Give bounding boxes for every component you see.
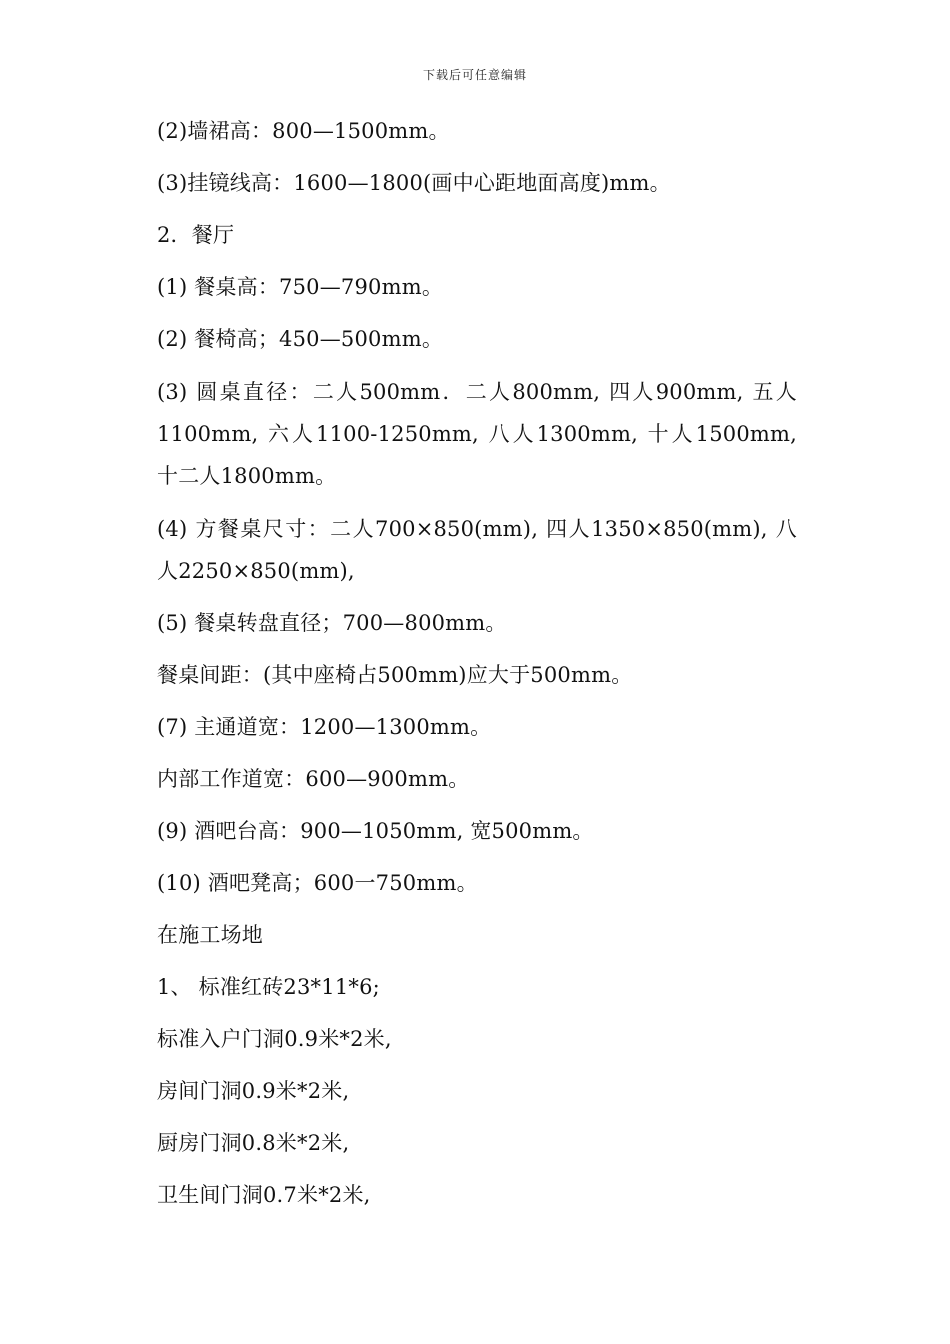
- text-line-table-spacing: 餐桌间距：(其中座椅占500mm)应大于500mm。: [157, 663, 633, 687]
- text-line-bar-counter-height: (9) 酒吧台高：900—1050mm, 宽500mm。: [157, 819, 594, 843]
- text-line-standard-red-brick: 1、 标准红砖23*11*6;: [157, 975, 380, 999]
- text-para-square-table-size: (4) 方餐桌尺寸：二人700×850(mm), 四人1350×850(mm), 八人2250×850(mm),: [157, 517, 797, 583]
- page-header: 下载后可任意编辑: [422, 68, 527, 82]
- text-line-dining-chair-height: (2) 餐椅高；450—500mm。: [157, 327, 444, 351]
- text-line-work-aisle-width: 内部工作道宽：600—900mm。: [157, 767, 470, 791]
- text-para-round-table-diameter: (3) 圆桌直径：二人500mm．二人800mm, 四人900mm, 五人1100mm, 六人1100-1250mm, 八人1300mm, 十人1500mm, 十二人1800mm。: [157, 380, 797, 488]
- text-line-bar-stool-height: (10) 酒吧凳高；600一750mm。: [157, 871, 478, 895]
- text-line-bathroom-door-opening: 卫生间门洞0.7米*2米,: [157, 1183, 371, 1207]
- text-line-room-door-opening: 房间门洞0.9米*2米,: [157, 1079, 350, 1103]
- text-line-turntable-diameter: (5) 餐桌转盘直径；700—800mm。: [157, 611, 507, 635]
- text-line-entry-door-opening: 标准入户门洞0.9米*2米,: [157, 1027, 392, 1051]
- text-line-wainscot-height: (2)墙裙高：800—1500mm。: [157, 119, 450, 143]
- text-line-main-aisle-width: (7) 主通道宽：1200—1300mm。: [157, 715, 492, 739]
- section-heading-dining-room: 2．餐厅: [157, 223, 235, 247]
- text-line-dining-table-height: (1) 餐桌高：750—790mm。: [157, 275, 444, 299]
- section-heading-construction-site: 在施工场地: [157, 923, 263, 947]
- document-body: [157, 116, 797, 1232]
- text-line-picture-rail-height: (3)挂镜线高：1600—1800(画中心距地面高度)mm。: [157, 171, 671, 195]
- text-line-kitchen-door-opening: 厨房门洞0.8米*2米,: [157, 1131, 350, 1155]
